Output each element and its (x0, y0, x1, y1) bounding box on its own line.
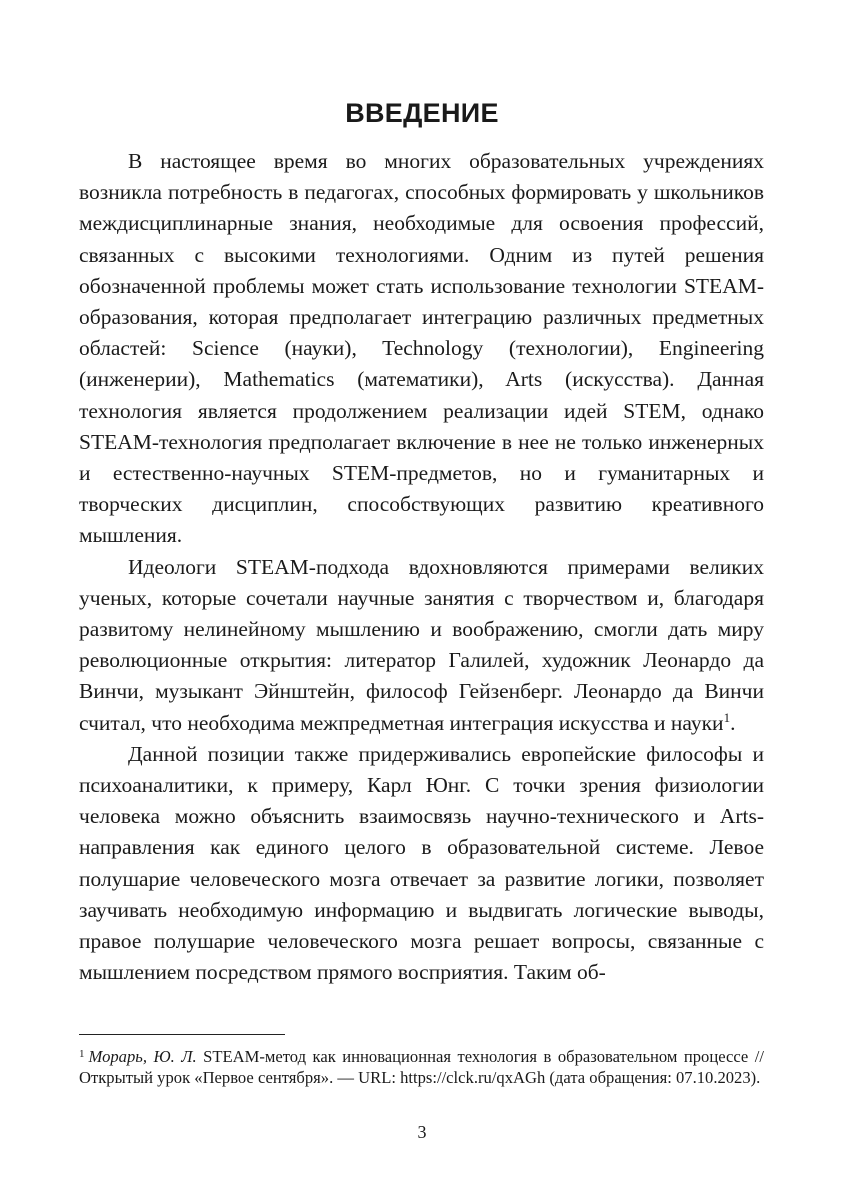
footnote-number: 1 (79, 1048, 85, 1060)
footnote-reference[interactable]: 1 (723, 709, 731, 725)
page-number: 3 (417, 1122, 427, 1142)
footnote (79, 1044, 764, 1088)
paragraph-1: В настоящее время во многих образовательных учреждениях возникла потребность в педагогах, способных формировать у школьников междисциплинарные знания, необходимые для освоения профессий, связанных с высокими технологиями. Одним из путей решения обозначенной проблемы может стать использование технологии STEAM-образования, которая предполагает интеграцию различных предметных областей: Science (науки), Technology (технологии), Engineering (инженерии), Mathematics (математики), Arts (искусства). Данная технология является продолжением реализации идей STEM, однако STEAM-технология предполагает включение в нее не только инженерных и естественно-научных STEM-предметов, но и гуманитарных и творческих дисциплин, способствующих развитию креативного мышления. (79, 149, 764, 548)
footnote-divider (79, 1034, 285, 1035)
paragraph-2 (79, 552, 764, 739)
body-text (79, 146, 764, 988)
footnote-author: Морарь, Ю. Л. (88, 1047, 197, 1066)
page-title: ВВЕДЕНИЕ (345, 98, 499, 128)
paragraph-3: Данной позиции также придерживались европейские философы и психоаналитики, к примеру, Карл Юнг. С точки зрения физиологии человека можно объяснить взаимосвязь научно-технического и Arts-направления как единого целого в образовательной системе. Левое полушарие человеческого мозга отвечает за развитие логики, позволяет заучивать необходимую информацию и выдвигать логические выводы, правое полушарие человеческого мозга решает вопросы, связанные с мышлением посредством прямого восприятия. Таким об- (79, 741, 764, 985)
paragraph-2-end: . (730, 710, 736, 735)
footnote-text: STEAM-метод как инновационная технология в образовательном процессе // Открытый урок «Первое сентября». — URL: https://clck.ru/qxAGh (дата обращения: 07.10.2023). (79, 1047, 765, 1087)
paragraph-2-text: Идеологи STEAM-подхода вдохновляются примерами великих ученых, которые сочетали научные занятия с творчеством и, благодаря развитому нелинейному мышлению и воображению, смогли дать миру революционные открытия: литератор Галилей, художник Леонардо да Винчи, музыкант Эйнштейн, философ Гейзенберг. Леонардо да Винчи считал, что необходима межпредметная интеграция искусства и науки (79, 554, 764, 735)
